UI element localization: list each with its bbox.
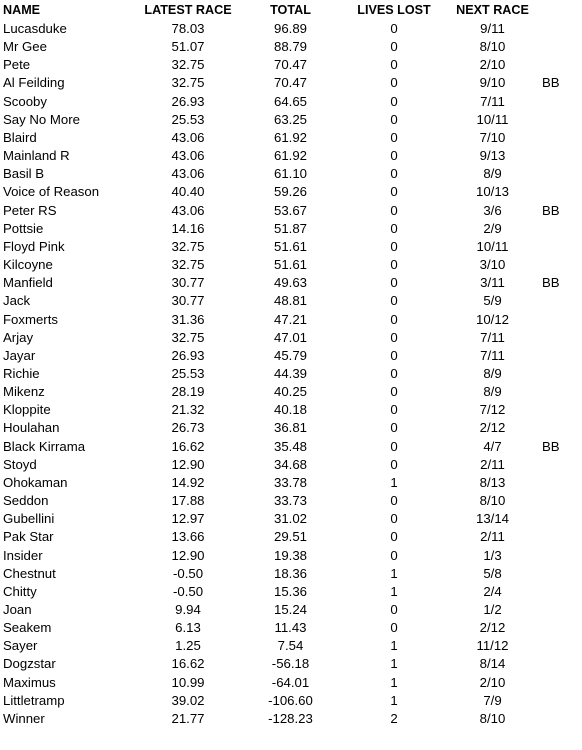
cell-latest-race: 26.93 bbox=[171, 347, 205, 363]
cell-latest-race: 12.90 bbox=[171, 456, 205, 472]
cell-lives-lost: 0 bbox=[390, 238, 398, 254]
cell-total: 7.54 bbox=[277, 638, 304, 654]
cell-total: 96.89 bbox=[273, 21, 307, 36]
cell-next-race: 7/11 bbox=[480, 329, 505, 345]
cell-total: 51.61 bbox=[273, 238, 307, 254]
cell-flag bbox=[540, 38, 568, 56]
cell-next-race: 8/13 bbox=[479, 474, 506, 490]
cell-total: 11.43 bbox=[274, 620, 307, 636]
cell-total: -56.18 bbox=[271, 656, 310, 672]
cell-total: 70.47 bbox=[273, 75, 307, 91]
cell-next-race: 8/14 bbox=[479, 656, 506, 672]
cell-flag bbox=[540, 56, 568, 74]
cell-lives-lost: 0 bbox=[390, 438, 398, 454]
cell-latest-race: 21.32 bbox=[171, 402, 205, 418]
cell-latest-race: 28.19 bbox=[171, 384, 205, 400]
cell-name: Blaird bbox=[3, 129, 37, 145]
cell-latest-race: 12.90 bbox=[171, 547, 205, 563]
cell-total: 53.67 bbox=[273, 202, 307, 218]
table-row bbox=[0, 93, 568, 111]
table-row bbox=[0, 165, 568, 183]
cell-lives-lost: 0 bbox=[390, 21, 398, 36]
table-row bbox=[0, 129, 568, 147]
cell-total: 40.18 bbox=[273, 402, 307, 418]
cell-flag bbox=[540, 292, 568, 310]
cell-flag bbox=[540, 692, 568, 710]
cell-name: Black Kirrama bbox=[3, 438, 86, 454]
cell-latest-race: 32.75 bbox=[171, 57, 205, 73]
cell-lives-lost: 0 bbox=[390, 220, 398, 236]
cell-flag: BB bbox=[542, 75, 560, 91]
table-row bbox=[0, 474, 568, 492]
cell-next-race: 2/10 bbox=[479, 674, 506, 690]
cell-flag bbox=[540, 547, 568, 565]
cell-flag bbox=[540, 183, 568, 201]
cell-name: Seddon bbox=[3, 493, 49, 509]
cell-next-race: 2/11 bbox=[480, 529, 505, 545]
cell-next-race: 8/9 bbox=[483, 166, 502, 182]
cell-lives-lost: 0 bbox=[390, 493, 398, 509]
table-row bbox=[0, 365, 568, 383]
cell-name: Ohokaman bbox=[3, 474, 68, 490]
cell-next-race: 2/9 bbox=[483, 220, 502, 236]
table-row bbox=[0, 220, 568, 238]
cell-lives-lost: 0 bbox=[390, 365, 398, 381]
cell-name: Dogzstar bbox=[3, 656, 56, 672]
table-row bbox=[0, 383, 568, 401]
cell-name: Lucasduke bbox=[3, 21, 67, 36]
cell-total: 88.79 bbox=[273, 39, 307, 55]
cell-next-race: 8/10 bbox=[479, 493, 506, 509]
cell-flag bbox=[540, 401, 568, 419]
cell-total: 33.78 bbox=[273, 474, 307, 490]
cell-lives-lost: 0 bbox=[390, 456, 398, 472]
cell-next-race: 8/10 bbox=[479, 710, 506, 726]
cell-name: Jayar bbox=[3, 347, 36, 363]
cell-name: Arjay bbox=[3, 329, 34, 345]
table-row bbox=[0, 274, 568, 292]
cell-latest-race: 40.40 bbox=[171, 184, 205, 200]
cell-lives-lost: 0 bbox=[390, 111, 398, 127]
cell-latest-race: 78.03 bbox=[171, 21, 205, 36]
cell-lives-lost: 0 bbox=[390, 529, 398, 545]
cell-total: 35.48 bbox=[273, 438, 307, 454]
cell-flag bbox=[540, 365, 568, 383]
cell-next-race: 3/11 bbox=[480, 275, 505, 291]
cell-lives-lost: 0 bbox=[390, 257, 398, 273]
cell-name: Scooby bbox=[3, 93, 47, 109]
table-row bbox=[0, 601, 568, 619]
table-row bbox=[0, 256, 568, 274]
cell-total: -106.60 bbox=[268, 692, 313, 708]
cell-total: 15.24 bbox=[273, 602, 307, 617]
cell-flag bbox=[540, 311, 568, 329]
cell-name: Richie bbox=[3, 365, 40, 381]
table-row bbox=[0, 238, 568, 256]
cell-latest-race: 32.75 bbox=[171, 329, 205, 345]
cell-total: 70.47 bbox=[273, 57, 307, 73]
cell-next-race: 9/11 bbox=[480, 21, 505, 36]
cell-lives-lost: 0 bbox=[390, 402, 398, 418]
standings-body bbox=[0, 20, 568, 728]
cell-next-race: 2/10 bbox=[479, 57, 506, 73]
cell-flag bbox=[540, 256, 568, 274]
table-row bbox=[0, 528, 568, 546]
cell-latest-race: 39.02 bbox=[171, 692, 205, 708]
table-row bbox=[0, 583, 568, 601]
cell-latest-race: 43.06 bbox=[171, 202, 205, 218]
cell-total: 45.79 bbox=[273, 347, 307, 363]
cell-next-race: 7/11 bbox=[480, 347, 505, 363]
cell-lives-lost: 1 bbox=[390, 583, 398, 599]
cell-next-race: 5/9 bbox=[483, 293, 502, 309]
cell-lives-lost: 0 bbox=[390, 202, 398, 218]
cell-latest-race: 26.93 bbox=[171, 93, 205, 109]
cell-name: Gubellini bbox=[3, 511, 55, 527]
cell-next-race: 1/3 bbox=[483, 547, 502, 563]
cell-latest-race: 14.16 bbox=[171, 220, 205, 236]
cell-lives-lost: 0 bbox=[390, 602, 398, 617]
table-row bbox=[0, 637, 568, 655]
cell-next-race: 10/11 bbox=[476, 111, 509, 127]
cell-name: Joan bbox=[3, 602, 32, 617]
cell-next-race: 8/9 bbox=[483, 365, 502, 381]
cell-flag bbox=[540, 129, 568, 147]
cell-next-race: 2/12 bbox=[479, 420, 506, 436]
cell-name: Chitty bbox=[3, 583, 37, 599]
cell-flag bbox=[540, 710, 568, 728]
cell-lives-lost: 0 bbox=[390, 311, 398, 327]
table-row bbox=[0, 111, 568, 129]
cell-total: 33.73 bbox=[273, 493, 307, 509]
table-row bbox=[0, 74, 568, 92]
cell-name: Jack bbox=[3, 293, 31, 309]
cell-next-race: 9/13 bbox=[479, 148, 506, 164]
cell-latest-race: 6.13 bbox=[175, 620, 201, 636]
cell-total: 44.39 bbox=[273, 365, 307, 381]
table-row bbox=[0, 710, 568, 728]
cell-total: 18.36 bbox=[273, 565, 307, 581]
cell-flag bbox=[540, 456, 568, 474]
cell-name: Say No More bbox=[3, 111, 80, 127]
cell-total: 47.01 bbox=[273, 329, 307, 345]
cell-lives-lost: 0 bbox=[390, 420, 398, 436]
cell-next-race: 2/11 bbox=[480, 456, 505, 472]
cell-next-race: 10/12 bbox=[475, 311, 509, 327]
table-row bbox=[0, 438, 568, 456]
cell-flag: BB bbox=[542, 202, 560, 218]
cell-flag bbox=[540, 619, 568, 637]
cell-flag bbox=[540, 147, 568, 165]
cell-lives-lost: 0 bbox=[390, 166, 398, 182]
cell-name: Kilcoyne bbox=[3, 257, 53, 273]
column-header-latest-race: LATEST RACE bbox=[144, 3, 232, 17]
table-row bbox=[0, 692, 568, 710]
cell-latest-race: 9.94 bbox=[175, 602, 201, 617]
cell-total: 47.21 bbox=[273, 311, 307, 327]
cell-latest-race: 30.77 bbox=[171, 275, 205, 291]
cell-name: Pak Star bbox=[3, 529, 54, 545]
cell-name: Mainland R bbox=[3, 148, 70, 164]
cell-flag bbox=[540, 565, 568, 583]
cell-flag bbox=[540, 93, 568, 111]
cell-next-race: 1/2 bbox=[483, 602, 502, 617]
cell-total: -64.01 bbox=[271, 674, 310, 690]
cell-name: Winner bbox=[3, 710, 45, 726]
cell-lives-lost: 0 bbox=[390, 347, 398, 363]
cell-latest-race: 43.06 bbox=[171, 166, 205, 182]
cell-lives-lost: 0 bbox=[390, 293, 398, 309]
cell-name: Voice of Reason bbox=[3, 184, 100, 200]
cell-next-race: 2/4 bbox=[483, 583, 502, 599]
cell-name: Maximus bbox=[3, 674, 56, 690]
cell-flag bbox=[540, 637, 568, 655]
cell-lives-lost: 0 bbox=[390, 148, 398, 164]
cell-total: -128.23 bbox=[268, 710, 313, 726]
table-row bbox=[0, 347, 568, 365]
cell-name: Seakem bbox=[3, 620, 52, 636]
cell-flag bbox=[540, 655, 568, 673]
cell-lives-lost: 1 bbox=[390, 674, 398, 690]
cell-flag bbox=[540, 383, 568, 401]
cell-next-race: 3/10 bbox=[479, 257, 506, 273]
cell-lives-lost: 0 bbox=[390, 384, 398, 400]
cell-latest-race: 14.92 bbox=[171, 474, 205, 490]
cell-next-race: 10/11 bbox=[476, 238, 509, 254]
column-header-total: TOTAL bbox=[270, 3, 311, 17]
cell-flag bbox=[540, 329, 568, 347]
cell-total: 19.38 bbox=[273, 547, 307, 563]
table-row bbox=[0, 456, 568, 474]
column-header-lives-lost: LIVES LOST bbox=[357, 3, 431, 17]
table-row bbox=[0, 292, 568, 310]
table-row bbox=[0, 147, 568, 165]
cell-flag bbox=[540, 347, 568, 365]
cell-lives-lost: 2 bbox=[390, 710, 398, 726]
cell-flag bbox=[540, 165, 568, 183]
cell-flag bbox=[540, 528, 568, 546]
cell-next-race: 11/12 bbox=[476, 638, 509, 654]
cell-lives-lost: 0 bbox=[390, 39, 398, 55]
cell-total: 34.68 bbox=[273, 456, 307, 472]
cell-next-race: 3/6 bbox=[483, 202, 502, 218]
table-row bbox=[0, 619, 568, 637]
cell-lives-lost: 0 bbox=[390, 275, 398, 291]
cell-latest-race: 43.06 bbox=[171, 148, 205, 164]
cell-total: 48.81 bbox=[273, 293, 307, 309]
cell-name: Manfield bbox=[3, 275, 53, 291]
cell-flag: BB bbox=[542, 438, 560, 454]
table-row bbox=[0, 674, 568, 692]
cell-flag bbox=[540, 238, 568, 256]
cell-lives-lost: 0 bbox=[390, 93, 398, 109]
cell-next-race: 13/14 bbox=[475, 511, 509, 527]
cell-total: 36.81 bbox=[273, 420, 307, 436]
cell-latest-race: -0.50 bbox=[172, 565, 204, 581]
cell-name: Al Feilding bbox=[3, 75, 65, 91]
header-row bbox=[0, 0, 568, 20]
cell-total: 59.26 bbox=[273, 184, 307, 200]
cell-total: 49.63 bbox=[273, 275, 307, 291]
cell-next-race: 8/9 bbox=[483, 384, 502, 400]
cell-total: 40.25 bbox=[273, 384, 307, 400]
cell-latest-race: 30.77 bbox=[171, 293, 205, 309]
cell-flag bbox=[540, 601, 568, 619]
cell-next-race: 7/10 bbox=[479, 129, 506, 145]
cell-lives-lost: 0 bbox=[390, 75, 398, 91]
cell-name: Chestnut bbox=[3, 565, 56, 581]
cell-total: 64.65 bbox=[273, 93, 307, 109]
cell-name: Kloppite bbox=[3, 402, 51, 418]
cell-lives-lost: 1 bbox=[390, 656, 398, 672]
cell-latest-race: 25.53 bbox=[171, 365, 205, 381]
cell-lives-lost: 1 bbox=[390, 565, 398, 581]
table-row bbox=[0, 56, 568, 74]
table-row bbox=[0, 655, 568, 673]
cell-next-race: 7/11 bbox=[480, 93, 505, 109]
cell-latest-race: 16.62 bbox=[171, 438, 205, 454]
cell-flag bbox=[540, 111, 568, 129]
column-header-next-race: NEXT RACE bbox=[456, 3, 529, 17]
cell-lives-lost: 1 bbox=[390, 638, 398, 654]
table-row bbox=[0, 492, 568, 510]
cell-next-race: 8/10 bbox=[479, 39, 506, 55]
cell-name: Floyd Pink bbox=[3, 238, 65, 254]
cell-flag bbox=[540, 492, 568, 510]
cell-latest-race: 13.66 bbox=[171, 529, 205, 545]
cell-latest-race: 31.36 bbox=[171, 311, 205, 327]
cell-total: 61.10 bbox=[273, 166, 307, 182]
cell-total: 51.87 bbox=[273, 220, 307, 236]
cell-name: Insider bbox=[3, 547, 43, 563]
cell-lives-lost: 0 bbox=[390, 129, 398, 145]
cell-latest-race: 32.75 bbox=[171, 238, 205, 254]
table-row bbox=[0, 202, 568, 220]
cell-latest-race: 51.07 bbox=[171, 39, 205, 55]
cell-latest-race: 43.06 bbox=[171, 129, 205, 145]
cell-lives-lost: 1 bbox=[390, 474, 398, 490]
cell-lives-lost: 0 bbox=[390, 620, 398, 636]
cell-lives-lost: 0 bbox=[390, 511, 398, 527]
cell-latest-race: 32.75 bbox=[171, 257, 205, 273]
cell-flag bbox=[540, 474, 568, 492]
table-row bbox=[0, 38, 568, 56]
cell-total: 61.92 bbox=[273, 148, 307, 164]
table-row bbox=[0, 565, 568, 583]
cell-next-race: 9/10 bbox=[479, 75, 506, 91]
cell-lives-lost: 0 bbox=[390, 329, 398, 345]
cell-next-race: 7/9 bbox=[483, 692, 502, 708]
column-header-name: NAME bbox=[3, 3, 41, 17]
cell-latest-race: 21.77 bbox=[171, 710, 205, 726]
cell-name: Mikenz bbox=[3, 384, 45, 400]
table-row bbox=[0, 329, 568, 347]
cell-name: Littletramp bbox=[3, 692, 65, 708]
cell-latest-race: 1.25 bbox=[175, 638, 201, 654]
cell-latest-race: 25.53 bbox=[171, 111, 205, 127]
cell-name: Houlahan bbox=[3, 420, 60, 436]
column-header-flag bbox=[540, 0, 568, 20]
cell-name: Basil B bbox=[3, 166, 45, 182]
cell-latest-race: 26.73 bbox=[171, 420, 205, 436]
cell-next-race: 4/7 bbox=[483, 438, 502, 454]
cell-flag bbox=[540, 419, 568, 437]
cell-latest-race: 16.62 bbox=[171, 656, 205, 672]
cell-lives-lost: 0 bbox=[390, 184, 398, 200]
cell-flag bbox=[540, 510, 568, 528]
cell-flag bbox=[540, 583, 568, 601]
table-row bbox=[0, 20, 568, 38]
cell-total: 29.51 bbox=[273, 529, 307, 545]
cell-total: 63.25 bbox=[273, 111, 307, 127]
table-row bbox=[0, 401, 568, 419]
cell-flag bbox=[540, 674, 568, 692]
cell-lives-lost: 0 bbox=[390, 57, 398, 73]
table-row bbox=[0, 510, 568, 528]
cell-next-race: 5/8 bbox=[483, 565, 502, 581]
cell-name: Pottsie bbox=[3, 220, 44, 236]
cell-lives-lost: 0 bbox=[390, 547, 398, 563]
cell-name: Pete bbox=[3, 57, 31, 73]
table-row bbox=[0, 547, 568, 565]
table-row bbox=[0, 311, 568, 329]
cell-name: Stoyd bbox=[3, 456, 37, 472]
cell-total: 15.36 bbox=[273, 583, 307, 599]
cell-flag: BB bbox=[542, 275, 560, 291]
cell-name: Peter RS bbox=[3, 202, 57, 218]
table-row bbox=[0, 419, 568, 437]
cell-latest-race: 10.99 bbox=[171, 674, 205, 690]
cell-latest-race: -0.50 bbox=[172, 583, 204, 599]
cell-latest-race: 17.88 bbox=[171, 493, 205, 509]
cell-lives-lost: 1 bbox=[390, 692, 398, 708]
cell-name: Sayer bbox=[3, 638, 38, 654]
cell-total: 51.61 bbox=[273, 257, 307, 273]
cell-next-race: 7/12 bbox=[479, 402, 506, 418]
cell-latest-race: 12.97 bbox=[171, 511, 205, 527]
cell-latest-race: 32.75 bbox=[171, 75, 205, 91]
cell-name: Foxmerts bbox=[3, 311, 58, 327]
cell-next-race: 10/13 bbox=[475, 184, 509, 200]
cell-total: 31.02 bbox=[273, 511, 307, 527]
cell-total: 61.92 bbox=[273, 129, 307, 145]
cell-name: Mr Gee bbox=[3, 39, 47, 55]
cell-next-race: 2/12 bbox=[479, 620, 506, 636]
table-row bbox=[0, 183, 568, 201]
cell-flag bbox=[540, 20, 568, 38]
cell-flag bbox=[540, 220, 568, 238]
